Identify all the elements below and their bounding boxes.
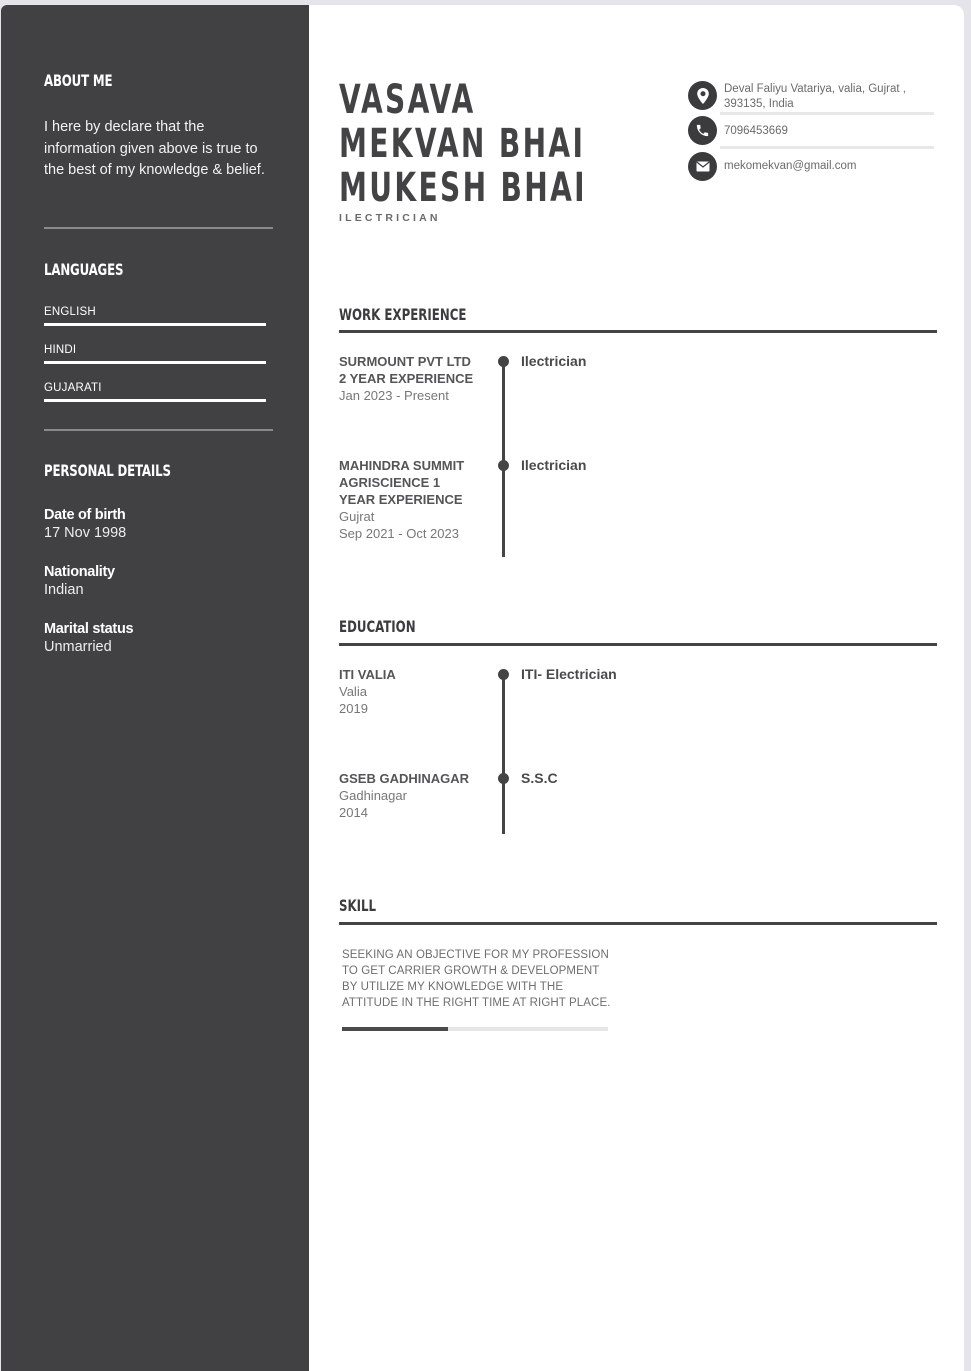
education-entry-1-meta xyxy=(339,666,479,717)
personal-details-heading: PERSONAL DETAILS xyxy=(44,461,171,480)
phone-text[interactable]: 7096453669 xyxy=(724,125,788,137)
name-line-3: MUKESH BHAI xyxy=(339,165,587,211)
location-pin-icon xyxy=(688,81,717,110)
contact-underline xyxy=(720,112,934,115)
personal-detail-nationality xyxy=(44,564,284,598)
timeline-dot xyxy=(498,460,509,471)
skill-level-fill xyxy=(342,1027,448,1031)
sidebar xyxy=(1,5,309,1371)
detail-value: Indian xyxy=(44,582,84,598)
company-name: MAHINDRA SUMMIT AGRISCIENCE 1 YEAR EXPERIENCE xyxy=(339,458,465,507)
work-experience-heading: WORK EXPERIENCE xyxy=(339,305,467,324)
detail-label: Marital status xyxy=(44,621,134,637)
language-level-bar xyxy=(44,323,266,326)
education-rule xyxy=(339,643,937,646)
address-text: Deval Faliyu Vatariya, valia, Gujrat , 393135, India xyxy=(724,83,906,110)
name-line-2: MEKVAN BHAI xyxy=(339,121,586,167)
about-divider xyxy=(44,227,273,229)
work-entry-1-meta xyxy=(339,353,479,404)
language-item-gujarati xyxy=(44,382,266,402)
detail-value: Unmarried xyxy=(44,639,112,655)
about-text: I here by declare that the information given above is true to the best of my knowledge & belief. xyxy=(44,119,265,178)
detail-label: Date of birth xyxy=(44,507,126,523)
skill-level-track xyxy=(342,1027,608,1031)
envelope-icon xyxy=(688,152,717,181)
language-item-hindi xyxy=(44,344,266,364)
work-experience-rule xyxy=(339,330,937,333)
timeline-dot xyxy=(498,669,509,680)
school-year: 2014 xyxy=(339,805,368,820)
personal-detail-marital-status xyxy=(44,621,284,655)
education-entry-2-degree: S.S.C xyxy=(521,770,558,786)
work-location: Gujrat xyxy=(339,509,375,524)
skill-description: SEEKING AN OBJECTIVE FOR MY PROFESSION TO GET CARRIER GROWTH & DEVELOPMENT BY UTILIZE MY KNOWLEDGE WITH THE ATTITUDE IN THE RIGHT TIME AT RIGHT PLACE. xyxy=(342,949,611,1009)
company-name: SURMOUNT PVT LTD 2 YEAR EXPERIENCE xyxy=(339,354,474,386)
phone-icon xyxy=(688,116,717,145)
languages-heading: LANGUAGES xyxy=(44,260,124,279)
timeline-dot xyxy=(498,773,509,784)
work-entry-1-role: Ilectrician xyxy=(521,353,587,369)
education-heading: EDUCATION xyxy=(339,617,416,636)
language-item-english xyxy=(44,306,266,326)
languages-divider xyxy=(44,429,273,431)
education-entry-1-degree: ITI- Electrician xyxy=(521,666,617,682)
work-entry-2-role: Ilectrician xyxy=(521,457,587,473)
detail-label: Nationality xyxy=(44,564,115,580)
language-level-bar xyxy=(44,399,266,402)
personal-detail-dob xyxy=(44,507,284,541)
contact-underline xyxy=(720,146,934,149)
email-text[interactable]: mekomekvan@gmail.com xyxy=(724,160,857,172)
school-year: 2019 xyxy=(339,701,368,716)
school-name: ITI VALIA xyxy=(339,667,396,682)
school-location: Valia xyxy=(339,684,367,699)
work-entry-2-meta xyxy=(339,457,479,542)
education-timeline xyxy=(502,675,505,834)
language-name: ENGLISH xyxy=(44,306,96,318)
skill-rule xyxy=(339,922,937,925)
skill-heading: SKILL xyxy=(339,896,377,915)
work-dates: Jan 2023 - Present xyxy=(339,388,449,403)
school-name: GSEB GADHINAGAR xyxy=(339,771,470,786)
work-dates: Sep 2021 - Oct 2023 xyxy=(339,526,459,541)
detail-value: 17 Nov 1998 xyxy=(44,525,127,541)
name-line-1: VASAVA xyxy=(339,77,476,123)
language-name: HINDI xyxy=(44,344,77,356)
language-name: GUJARATI xyxy=(44,382,102,394)
timeline-dot xyxy=(498,356,509,367)
job-title: ILECTRICIAN xyxy=(339,212,441,224)
education-entry-2-meta xyxy=(339,770,479,821)
about-heading: ABOUT ME xyxy=(44,71,113,90)
resume-page xyxy=(1,5,964,1371)
candidate-name xyxy=(339,78,589,210)
school-location: Gadhinagar xyxy=(339,788,407,803)
language-level-bar xyxy=(44,361,266,364)
